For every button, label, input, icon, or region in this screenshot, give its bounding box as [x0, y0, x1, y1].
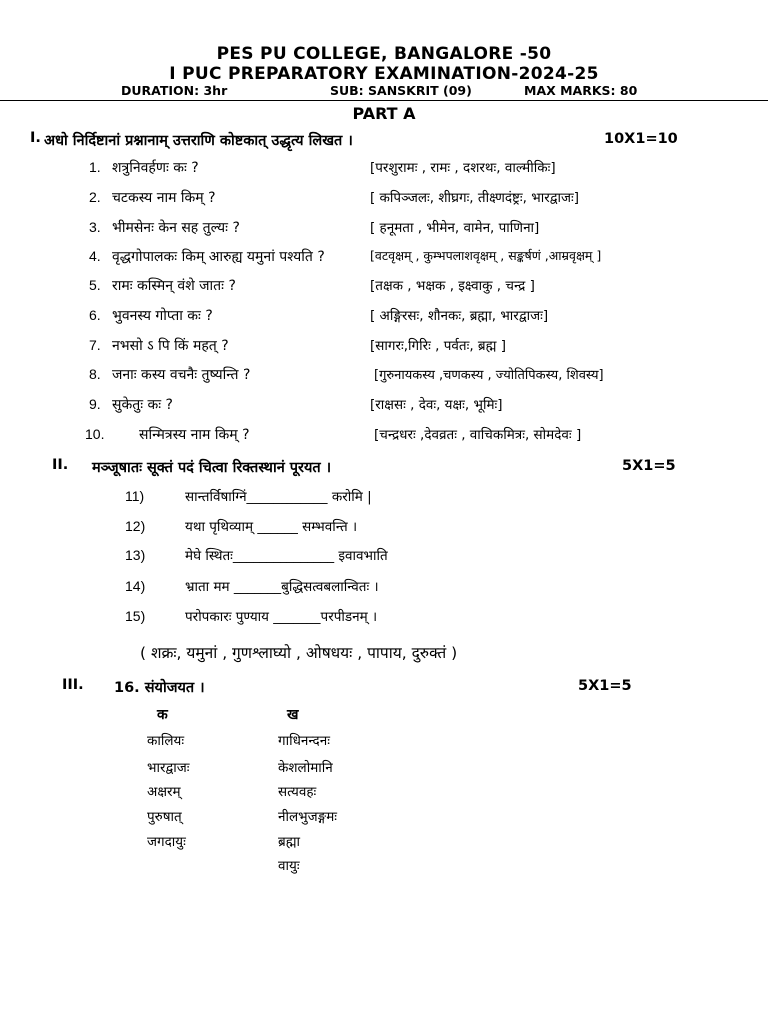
- question-text: सन्मित्रस्य नाम किम् ?: [139, 427, 250, 443]
- question-number: 6.: [89, 307, 101, 323]
- column-b-item: नीलभुजङ्गमः: [278, 809, 337, 825]
- question-number: 7.: [89, 337, 101, 353]
- fill-number: 15): [125, 608, 146, 624]
- question-options: [ हनूमता , भीमेन, वामेन, पाणिना]: [370, 220, 540, 236]
- fill-number: 12): [125, 518, 146, 534]
- question-options: [राक्षसः , देवः, यक्षः, भूमिः]: [370, 397, 503, 413]
- section2-marks: 5X1=5: [622, 458, 676, 474]
- fill-sentence: भ्राता मम _______बुद्धिसत्वबलान्वितः ।: [185, 579, 379, 595]
- section2-instruction: मञ्जूषातः सूक्तं पदं चित्वा रिक्तस्थानं पूरयत ।: [92, 460, 332, 476]
- question-number: 8.: [89, 366, 101, 382]
- section2-label: II.: [52, 457, 69, 473]
- exam-title: I PUC PREPARATORY EXAMINATION-2024-25: [169, 64, 599, 84]
- column-a-item: पुरुषात्: [147, 809, 182, 825]
- question-text: नभसो ऽ पि किं महत् ?: [112, 338, 229, 354]
- fill-number: 14): [125, 578, 146, 594]
- fill-sentence: यथा पृथिव्याम् ______ सम्भवन्ति ।: [185, 519, 358, 535]
- question-text: जनाः कस्य वचनैः तुष्यन्ति ?: [112, 367, 251, 383]
- part-title: PART A: [352, 104, 416, 123]
- question-number: 2.: [89, 189, 101, 205]
- section1-instruction: अधो निर्दिष्टानां प्रश्नानाम् उत्तराणि कोष्टकात् उद्धृत्य लिखत ।: [44, 133, 353, 149]
- college-name: PES PU COLLEGE, BANGALORE -50: [216, 44, 552, 64]
- question-text: भुवनस्य गोप्ता कः ?: [112, 308, 213, 324]
- question-number: 10.: [85, 426, 105, 442]
- question-number: 3.: [89, 219, 101, 235]
- column-b-item: ब्रह्मा: [278, 834, 301, 850]
- subject: SUB: SANSKRIT (09): [330, 83, 472, 98]
- question-options: [ अङ्गिरसः, शौनकः, ब्रह्मा, भारद्वाजः]: [370, 308, 549, 324]
- column-a-item: कालियः: [147, 733, 185, 749]
- column-a-item: अक्षरम्: [147, 784, 181, 800]
- question-text: चटकस्य नाम किम् ?: [112, 190, 216, 206]
- section1-label: I.: [30, 130, 41, 146]
- header-divider: [0, 100, 768, 101]
- column-a-item: जगदायुः: [147, 834, 186, 850]
- question-options: [ कपिञ्जलः, शीघ्रगः, तीक्ष्णदंष्ट्रः, भारद्वाजः]: [370, 190, 579, 206]
- question-options: [परशुरामः , रामः , दशरथः, वाल्मीकिः]: [370, 160, 556, 176]
- fill-number: 11): [125, 488, 145, 504]
- column-a-item: भारद्वाजः: [147, 760, 190, 776]
- column-b-item: गाधिनन्दनः: [278, 733, 330, 749]
- fill-sentence: सान्तर्विषाग्निं____________ करोमि |: [185, 489, 372, 505]
- section3-marks: 5X1=5: [578, 678, 632, 694]
- section3-label: III.: [62, 677, 84, 693]
- max-marks: MAX MARKS: 80: [524, 83, 638, 98]
- question-text: रामः कस्मिन् वंशे जातः ?: [112, 278, 236, 294]
- fill-sentence: मेघे स्थितः_______________ इवावभाति: [185, 548, 388, 564]
- question-options: [सागरः,गिरिः , पर्वतः, ब्रह्म ]: [370, 338, 507, 354]
- question-options: [वटवृक्षम् , कुम्भपलाशवृक्षम् , सङ्कर्षणं ,आम्रवृक्षम् ]: [370, 248, 602, 263]
- section1-marks: 10X1=10: [604, 131, 678, 147]
- question-options: [चन्द्रधरः ,देवव्रतः , वाचिकमित्रः, सोमदेवः ]: [374, 427, 582, 443]
- question-options: [तक्षक , भक्षक , इक्ष्वाकु , चन्द्र ]: [370, 278, 535, 294]
- question-number: 5.: [89, 277, 101, 293]
- question-options: [गुरुनायकस्य ,चणकस्य , ज्योतिपिकस्य, शिवस्य]: [374, 368, 604, 383]
- question-text: सुकेतुः कः ?: [112, 397, 173, 413]
- question-text: शत्रुनिवर्हणः कः ?: [112, 160, 199, 176]
- column-b-item: सत्यवहः: [278, 784, 317, 800]
- question-number: 9.: [89, 396, 101, 412]
- section3-instruction: 16. संयोजयत ।: [114, 680, 205, 696]
- column-a-heading: क: [157, 707, 168, 723]
- question-text: भीमसेनः केन सह तुल्यः ?: [112, 220, 240, 236]
- word-box: ( शक्रः, यमुनां , गुणश्लाघ्यो , ओषधयः , पापाय, दुरुक्तं ): [140, 644, 458, 662]
- question-number: 1.: [89, 159, 101, 175]
- column-b-item: वायुः: [278, 858, 300, 874]
- question-text: वृद्धगोपालकः किम् आरुह्य यमुनां पश्यति ?: [112, 249, 325, 265]
- fill-number: 13): [125, 547, 146, 563]
- question-number: 4.: [89, 248, 101, 264]
- column-b-heading: ख: [287, 707, 299, 723]
- fill-sentence: परोपकारः पुण्याय _______परपीडनम् ।: [185, 609, 378, 625]
- column-b-item: केशलोमानि: [278, 760, 333, 776]
- duration: DURATION: 3hr: [121, 83, 228, 98]
